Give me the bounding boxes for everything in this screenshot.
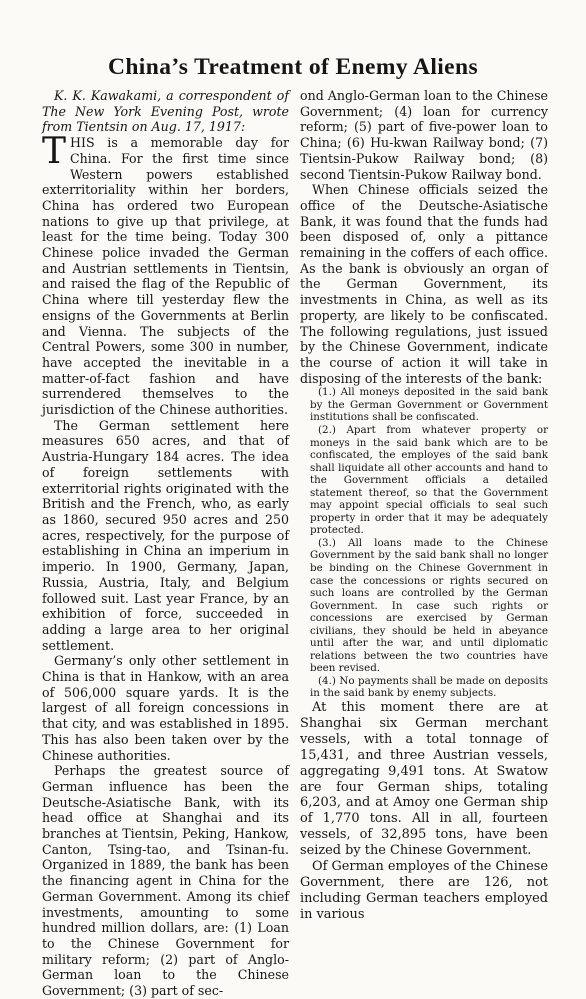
paragraph-bank-seizure: When Chinese officials seized the office of the Deutsche-Asiatische Bank, it was found that the funds had been disposed of, only a pittance remaining in the coffers of each office. As the bank is obviously an organ of the German Government, its investments in China, as well as its property, are likely to be confiscated. The following regulations, just issued by the Chinese Government, indicate the course of action it will take in disposing of the interests of the bank: bbox=[300, 182, 548, 386]
paragraph-german-employes: Of German employes of the Chinese Government, there are 126, not including German teachers employed in various bbox=[300, 859, 548, 922]
paragraph-hankow: Germany’s only other settlement in China is that in Hankow, with an area of 506,000 square yards. It is the largest of all foreign concessions in that city, and was established in 1895. This has also been taken over by the Chinese authorities. bbox=[42, 653, 289, 763]
right-column bbox=[300, 88, 548, 923]
regulation-3: (3.) All loans made to the Chinese Government by the said bank shall no longer be binding on the Chinese Government in case the concessions or rights secured on such loans are controlled by the German Government. In case such rights or concessions are exercised by German civilians, they should be held in abeyance until after the war, and until diplomatic relations between the two countries have been revised. bbox=[310, 536, 548, 675]
paragraph-german-settlement: The German settlement here measures 650 acres, and that of Austria-Hungary 184 acres. The idea of foreign settlements with exterritorial rights originated with the British and the French, who, as early as 1860, secured 950 acres and 250 acres, respectively, for the purpose of establishing in China an imperium in imperio. In 1900, Germany, Japan, Russia, Austria, Italy, and Belgium followed suit. Last year France, by an exhibition of force, succeeded in adding a large area to her original settlement. bbox=[42, 417, 289, 653]
regulation-4: (4.) No payments shall be made on deposits in the said bank by enemy subjects. bbox=[310, 674, 548, 700]
regulation-2: (2.) Apart from whatever property or moneys in the said bank which are to be confiscated, the employes of the said bank shall liquidate all other accounts and hand to the Government officials a detailed statement thereof, so that the Government may appoint special officials to seal such property in order that it may be adequately protected. bbox=[310, 424, 548, 537]
left-column bbox=[42, 88, 289, 999]
paragraph-deutsche-asiatische-bank: Perhaps the greatest source of German influence has been the Deutsche-Asiatische Bank, with its head office at Shanghai and its branches at Tientsin, Peking, Hankow, Canton, Tsing-tao, and Tsinan-fu. Organized in 1889, the bank has been the financing agent in China for the German Government. Among its chief investments, amounting to some hundred million dollars, are: (1) Loan to the Chinese Government for military reform; (2) part of Anglo-German loan to the Chinese Government; (3) part of sec- bbox=[42, 763, 289, 999]
paragraph-vessels: At this moment there are at Shanghai six German merchant vessels, with a total tonnage of 15,431, and three Austrian vessels, aggregating 9,491 tons. At Swatow are four German ships, totaling 6,203, and at Amoy one German ship of 1,770 tons. All in all, fourteen vessels, of 32,895 tons, have been seized by the Chinese Government. bbox=[300, 700, 548, 859]
byline: K. K. Kawakami, a correspondent of The New York Evening Post, wrote from Tientsin on Aug. 17, 1917: bbox=[42, 88, 289, 135]
paragraph-loans-continued: ond Anglo-German loan to the Chinese Government; (4) loan for currency reform; (5) part of five-power loan to China; (6) Hu-kwan Railway bond; (7) Tientsin-Pukow Railway bond; (8) second Tientsin-Pukow Railway bond. bbox=[300, 88, 548, 182]
drop-cap: T bbox=[42, 131, 67, 173]
lead-paragraph bbox=[42, 131, 289, 418]
lead-paragraph-text: HIS is a memorable day for China. For the first time since Western powers established exterritoriality within her borders, China has ordered two European nations to give up that privilege, at least for the time being. Today 300 Chinese police invaded the German and Austrian settlements in Tientsin, and raised the flag of the Republic of China where till yesterday flew the ensigns of the Governments at Berlin and Vienna. The subjects of the Central Powers, some 300 in number, have accepted the inevitable in a matter-of-fact fashion and have surrendered themselves to the jurisdiction of the Chinese authorities. bbox=[42, 135, 289, 418]
regulation-1: (1.) All moneys deposited in the said bank by the German Government or Government institutions shall be confiscated. bbox=[310, 386, 548, 424]
article-title: China’s Treatment of Enemy Aliens bbox=[107, 54, 479, 80]
